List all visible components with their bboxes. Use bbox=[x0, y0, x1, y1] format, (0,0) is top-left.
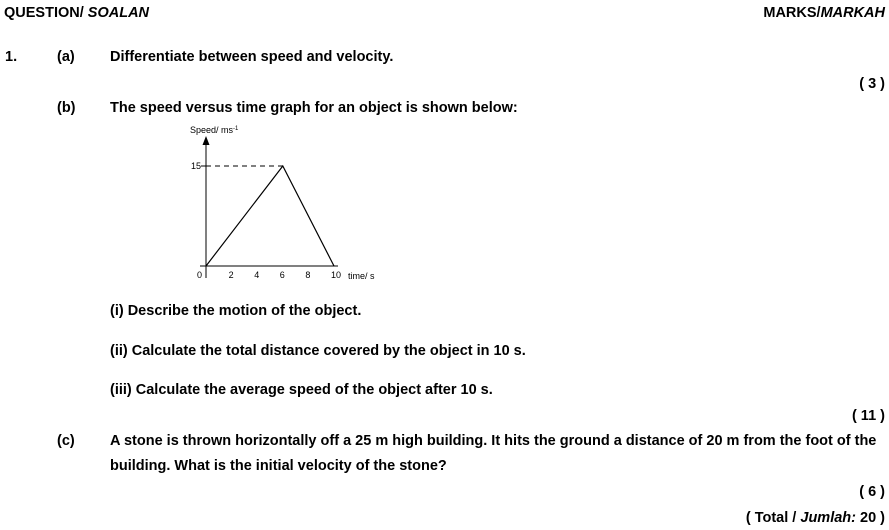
part-c-marks: ( 6 ) bbox=[859, 484, 885, 500]
part-c-text-line2: building. What is the initial velocity of the stone? bbox=[110, 458, 447, 474]
marks-header-label-ms: MARKAH bbox=[820, 5, 885, 21]
question-header-label: QUESTION/ bbox=[4, 5, 84, 21]
part-a-text: Differentiate between speed and velocity. bbox=[110, 49, 394, 65]
total-label-ms: Jumlah: bbox=[800, 510, 856, 526]
part-b-label: (b) bbox=[57, 100, 76, 116]
marks-header bbox=[763, 5, 885, 21]
y-tick-label: 15 bbox=[191, 161, 202, 171]
part-b-subquestion: (ii) Calculate the total distance covered by the object in 10 s. bbox=[110, 343, 526, 359]
question-header-label-ms: SOALAN bbox=[87, 5, 150, 21]
x-tick-label: 6 bbox=[279, 270, 285, 280]
x-tick-label: 8 bbox=[305, 270, 311, 280]
x-tick-label: 2 bbox=[228, 270, 234, 280]
question-header bbox=[4, 5, 149, 21]
part-b-subquestion: (i) Describe the motion of the object. bbox=[110, 303, 362, 319]
part-b-marks: ( 11 ) bbox=[851, 408, 885, 424]
part-b-text: The speed versus time graph for an object is shown below: bbox=[110, 100, 518, 116]
speed-line bbox=[206, 166, 334, 266]
speed-time-graph bbox=[180, 118, 390, 288]
total-value: 20 ) bbox=[860, 510, 885, 526]
part-a-label: (a) bbox=[57, 49, 75, 65]
x-axis-label: time/ s bbox=[348, 271, 375, 281]
part-c-label: (c) bbox=[57, 433, 75, 449]
part-c-text-line1: A stone is thrown horizontally off a 25 m high building. It hits the ground a distance of 20 m from the foot of the bbox=[110, 433, 877, 449]
total-prefix: ( Total / bbox=[745, 510, 801, 526]
marks-header-label: MARKS/ bbox=[763, 5, 821, 21]
x-tick-label: 0 bbox=[197, 270, 203, 280]
part-a-marks: ( 3 ) bbox=[859, 76, 885, 92]
x-tick-label: 4 bbox=[254, 270, 260, 280]
part-b-subquestion: (iii) Calculate the average speed of the object after 10 s. bbox=[110, 382, 493, 398]
total-marks bbox=[746, 510, 885, 526]
question-number: 1. bbox=[5, 49, 18, 65]
x-tick-label: 10 bbox=[331, 270, 342, 280]
y-axis-arrow bbox=[203, 136, 210, 145]
y-axis-label: Speed/ $ms^{-1}$ bbox=[190, 125, 239, 135]
